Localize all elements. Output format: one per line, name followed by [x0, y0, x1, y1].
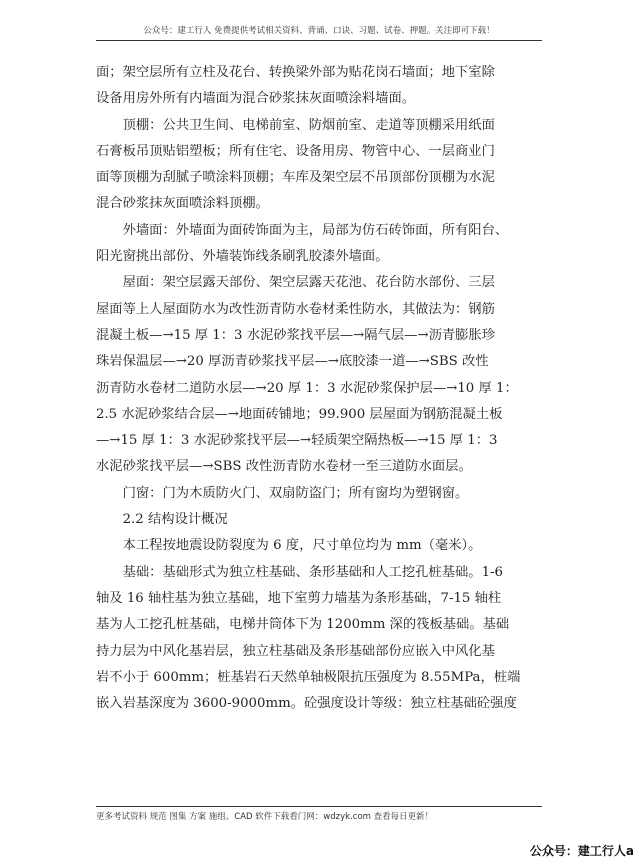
body-line: 设备用房外所有内墙面为混合砂浆抹灰面喷涂料墙面。	[96, 91, 416, 107]
body-line: 阳光窗挑出部份、外墙装饰线条刷乳胶漆外墙面。	[96, 249, 389, 265]
body-line: 基为人工挖孔桩基础，电梯井筒体下为 1200mm 深的筏板基础。基础	[96, 617, 510, 633]
body-line: 面；架空层所有立柱及花台、转换梁外部为贴花岗石墙面；地下室除	[96, 65, 495, 80]
body-line: 基础：基础形式为独立柱基础、条形基础和人工挖孔桩基础。1-6	[96, 564, 504, 580]
body-line: 门窗：门为木质防火门、双扇防盗门；所有窗均为塑钢窗。	[96, 485, 469, 501]
body-line: 岩不小于 600mm；桩基岩石天然单轴极限抗压强度为 8.55MPa，桩端	[96, 669, 521, 685]
body-line: 混合砂浆抹灰面喷涂料顶棚。	[96, 196, 269, 212]
page-footer: 更多考试资料 规范 图集 方案 施组、CAD 软件下载看门网：wdzyk.com 查看每日更新！	[96, 806, 542, 822]
body-line: 混凝土板—→15 厚 1：3 水泥砂浆找平层—→隔气层—→沥青膨胀珍	[96, 327, 496, 343]
page-header: 公众号：建工行人 免费提供考试相关资料、背诵、口诀、习题、试卷、押题。关注即可下载！	[96, 24, 542, 41]
body-line: 顶棚：公共卫生间、电梯前室、防烟前室、走道等顶棚采用纸面	[96, 117, 495, 133]
body-line: 珠岩保温层—→20 厚沥青砂浆找平层—→底胶漆一道—→SBS 改性	[96, 354, 489, 370]
body-line: 沥青防水卷材二道防水层—→20 厚 1：3 水泥砂浆保护层—→10 厚 1：	[96, 380, 518, 396]
body-line: 屋面等上人屋面防水为改性沥青防水卷材柔性防水，其做法为：钢筋	[96, 301, 495, 317]
body-line: 本工程按地震设防裂度为 6 度，尺寸单位均为 mm（毫米）。	[96, 538, 482, 554]
body-line: 面等顶棚为刮腻子喷涂料顶棚；车库及架空层不吊顶部份顶棚为水泥	[96, 170, 495, 186]
body-line: 石膏板吊顶贴铝塑板；所有住宅、设备用房、物管中心、一层商业门	[96, 143, 495, 159]
body-line: 持力层为中风化基岩层，独立柱基础及条形基础部份应嵌入中风化基	[96, 643, 495, 659]
body-line: 轴及 16 轴柱基为独立基础，地下室剪力墙基为条形基础，7-15 轴柱	[96, 590, 502, 606]
body-line: 2.5 水泥砂浆结合层—→地面砖铺地；99.900 层屋面为钢筋混凝土板	[96, 406, 503, 422]
body-line: 水泥砂浆找平层—→SBS 改性沥青防水卷材一至三道防水面层。	[96, 459, 472, 475]
body-line: 外墙面：外墙面为面砖饰面为主，局部为仿石砖饰面，所有阳台、	[96, 222, 509, 238]
body-line: 屋面：架空层露天部份、架空层露天花池、花台防水部份、三层	[96, 275, 495, 291]
body-line: 嵌入岩基深度为 3600-9000mm。砼强度设计等级：独立柱基础砼强度	[96, 696, 517, 712]
document-body	[96, 60, 546, 717]
body-line: 2.2 结构设计概况	[96, 512, 228, 528]
body-line: —→15 厚 1：3 水泥砂浆找平层—→轻质架空隔热板—→15 厚 1：3	[96, 433, 498, 449]
watermark: 公众号：建工行人a	[529, 844, 634, 858]
